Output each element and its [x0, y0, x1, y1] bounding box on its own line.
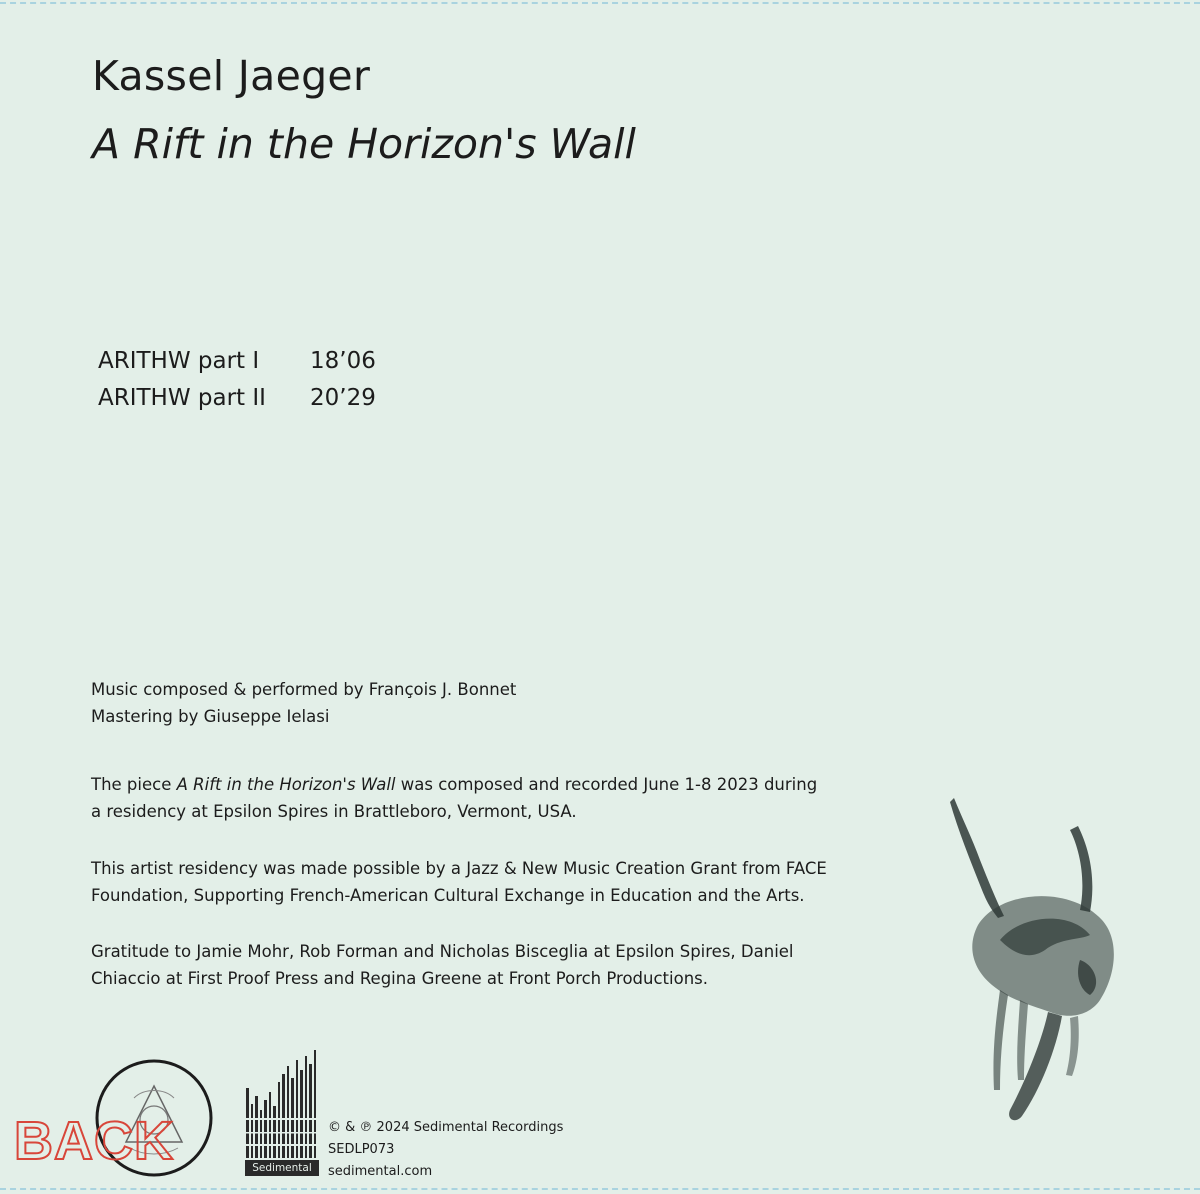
artist-name: Kassel Jaeger	[92, 52, 371, 100]
recording-note	[91, 771, 817, 825]
piece-title: A Rift in the Horizon's Wall	[176, 775, 396, 794]
track-duration: 18’06	[310, 347, 376, 374]
album-title: A Rift in the Horizon's Wall	[92, 120, 636, 168]
gratitude-note	[91, 938, 794, 992]
mastering-credit: Mastering by Giuseppe Ielasi	[91, 706, 330, 726]
composer-credit: Music composed & performed by François J. Bonnet	[91, 680, 517, 699]
grant-note-line-1: This artist residency was made possible by a Jazz & New Music Creation Grant from FACE	[91, 859, 827, 878]
track-row	[98, 379, 400, 416]
catalog-number: SEDLP073	[328, 1142, 395, 1157]
sedimental-logo	[244, 1048, 320, 1178]
track-duration: 20’29	[310, 384, 376, 411]
label-info	[328, 1117, 563, 1183]
recording-note-line-1	[91, 771, 817, 798]
recording-note-line-2: a residency at Epsilon Spires in Brattleboro, Vermont, USA.	[91, 802, 577, 821]
text-fragment: The piece	[91, 775, 177, 794]
back-stamp: BACK	[14, 1111, 174, 1171]
ink-illustration	[930, 790, 1130, 1130]
grant-note-line-2: Foundation, Supporting French-American Cultural Exchange in Education and the Arts.	[91, 886, 805, 905]
text-fragment: was composed and recorded June 1-8 2023 during	[395, 775, 818, 794]
copyright-text: © & ℗ 2024 Sedimental Recordings	[328, 1120, 564, 1135]
tracklist	[98, 342, 400, 416]
gratitude-note-line-2: Chiaccio at First Proof Press and Regina Greene at Front Porch Productions.	[91, 969, 709, 988]
grant-note	[91, 855, 827, 909]
track-title: ARITHW part II	[98, 384, 266, 411]
sedimental-logo-text: Sedimental	[245, 1160, 319, 1176]
credits	[91, 677, 516, 730]
website-link: sedimental.com	[328, 1164, 433, 1179]
track-title: ARITHW part I	[98, 347, 260, 374]
track-row	[98, 342, 400, 379]
dashed-border-top	[0, 2, 1200, 4]
gratitude-note-line-1: Gratitude to Jamie Mohr, Rob Forman and Nicholas Bisceglia at Epsilon Spires, Daniel	[91, 942, 794, 961]
dashed-border-bottom	[0, 1188, 1200, 1190]
